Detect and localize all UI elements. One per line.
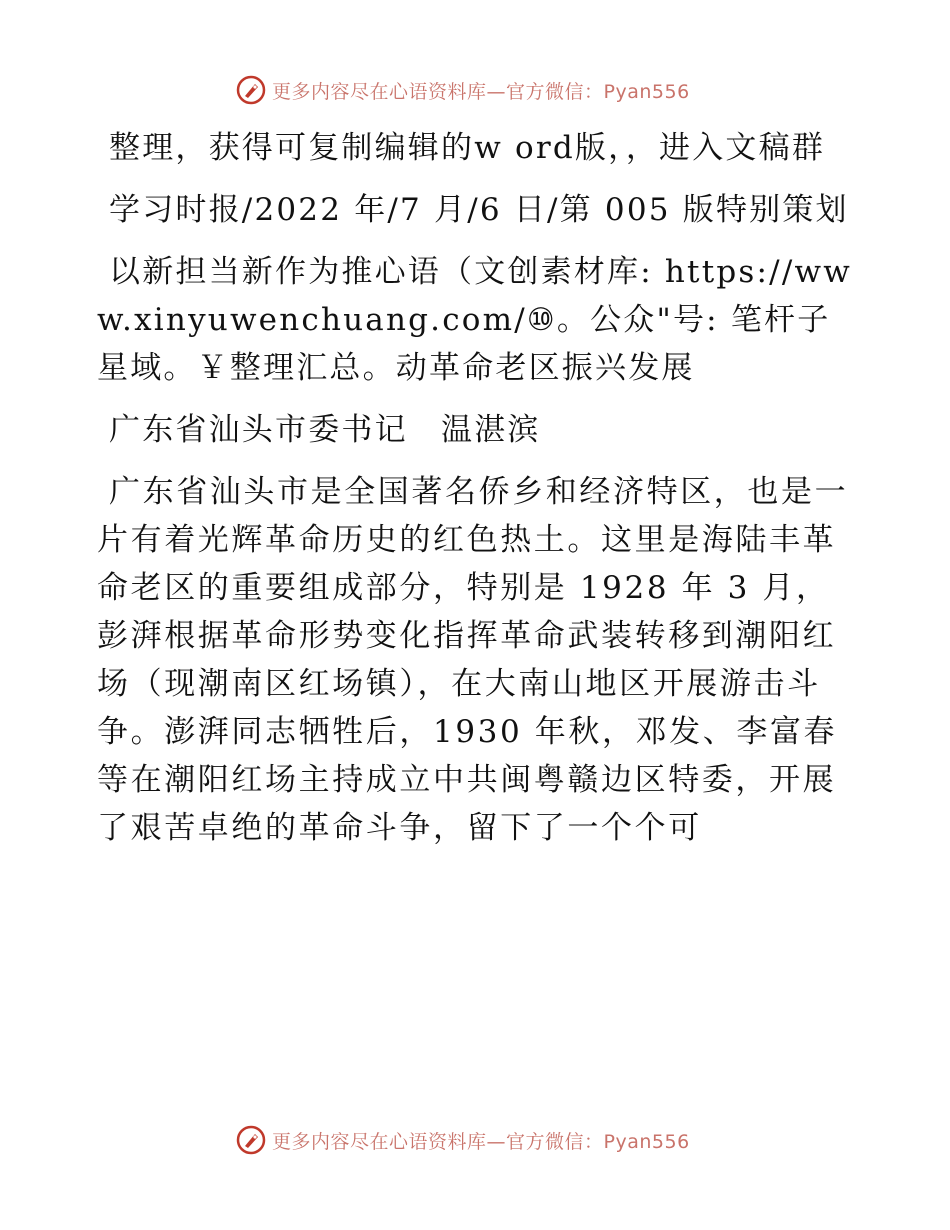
paragraph-title: 以新担当新作为推心语（文创素材库: https://www.xinyuwenchuang.com/⑩。公众"号: 笔杆子星域。￥整理汇总。动革命老区振兴发展 [97,254,852,386]
footer-watermark [236,1123,690,1157]
paragraph-author: 广东省汕头市委书记 温湛滨 [109,412,541,448]
paragraph-intro: 整理，获得可复制编辑的w ord版，，进入文稿群 [109,130,826,166]
pen-nib-logo-icon [236,1125,266,1155]
pen-nib-logo-icon [236,75,266,105]
document-body [97,124,857,866]
watermark-text: 更多内容尽在心语资料库—官方微信：Pyan556 [272,80,690,103]
watermark-text: 更多内容尽在心语资料库—官方微信：Pyan556 [272,1130,690,1153]
paragraph-body: 广东省汕头市是全国著名侨乡和经济特区，也是一片有着光辉革命历史的红色热土。这里是海陆丰革命老区的重要组成部分，特别是 1928 年 3 月，彭湃根据革命形势变化指挥革命武装转移到潮阳红场（现潮南区红场镇），在大南山地区开展游击斗争。澎湃同志牺牲后，1930 年秋，邓发、李富春等在潮阳红场主持成立中共闽粤赣边区特委，开展了艰苦卓绝的革命斗争，留下了一个个可 [97,474,849,846]
header-watermark [236,73,690,107]
paragraph-source: 学习时报/2022 年/7 月/6 日/第 005 版特别策划 [109,192,849,228]
